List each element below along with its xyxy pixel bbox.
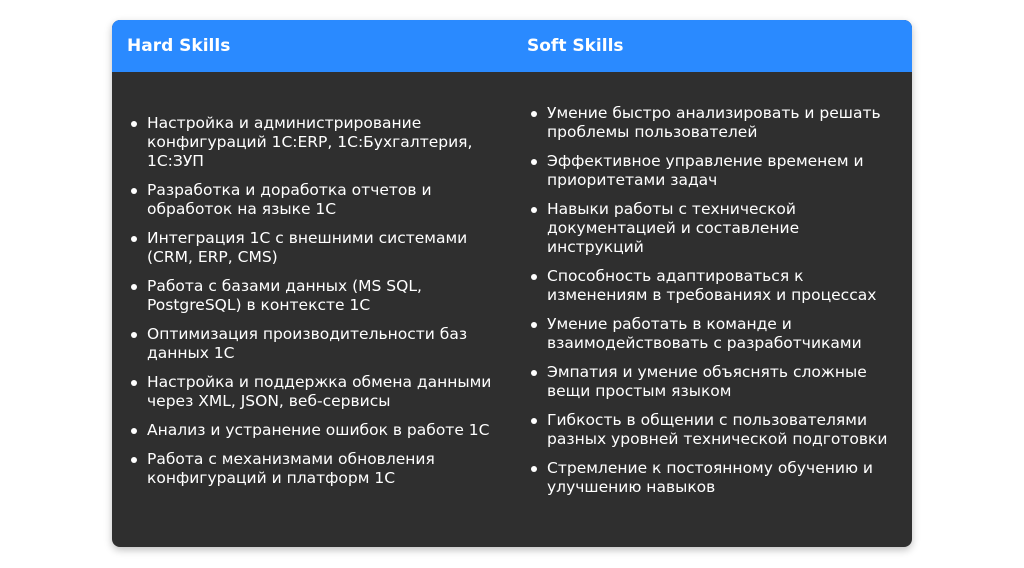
list-item: Умение быстро анализировать и решать проблемы пользователей [527,104,897,142]
hard-skills-column [127,114,492,498]
list-item: Интеграция 1С с внешними системами (CRM, ERP, CMS) [127,229,492,267]
skills-table [112,20,912,547]
list-item: Анализ и устранение ошибок в работе 1С [127,421,492,440]
soft-skills-list [527,104,897,497]
list-item: Настройка и администрирование конфигураций 1С:ERP, 1С:Бухгалтерия, 1С:ЗУП [127,114,492,171]
list-item: Умение работать в команде и взаимодействовать с разработчиками [527,315,897,353]
list-item: Работа с базами данных (MS SQL, PostgreSQL) в контексте 1С [127,277,492,315]
list-item: Стремление к постоянному обучению и улучшению навыков [527,459,897,497]
list-item: Разработка и доработка отчетов и обработок на языке 1С [127,181,492,219]
list-item: Навыки работы с технической документацией и составление инструкций [527,200,897,257]
list-item: Настройка и поддержка обмена данными через XML, JSON, веб-сервисы [127,373,492,411]
hard-skills-heading: Hard Skills [127,36,231,56]
list-item: Способность адаптироваться к изменениям в требованиях и процессах [527,267,897,305]
list-item: Гибкость в общении с пользователями разных уровней технической подготовки [527,411,897,449]
list-item: Работа с механизмами обновления конфигураций и платформ 1С [127,450,492,488]
list-item: Эффективное управление временем и приоритетами задач [527,152,897,190]
list-item: Оптимизация производительности баз данных 1С [127,325,492,363]
soft-skills-heading: Soft Skills [527,36,624,56]
hard-skills-list [127,114,492,488]
table-header [112,20,912,72]
soft-skills-column [527,104,897,507]
list-item: Эмпатия и умение объяснять сложные вещи простым языком [527,363,897,401]
